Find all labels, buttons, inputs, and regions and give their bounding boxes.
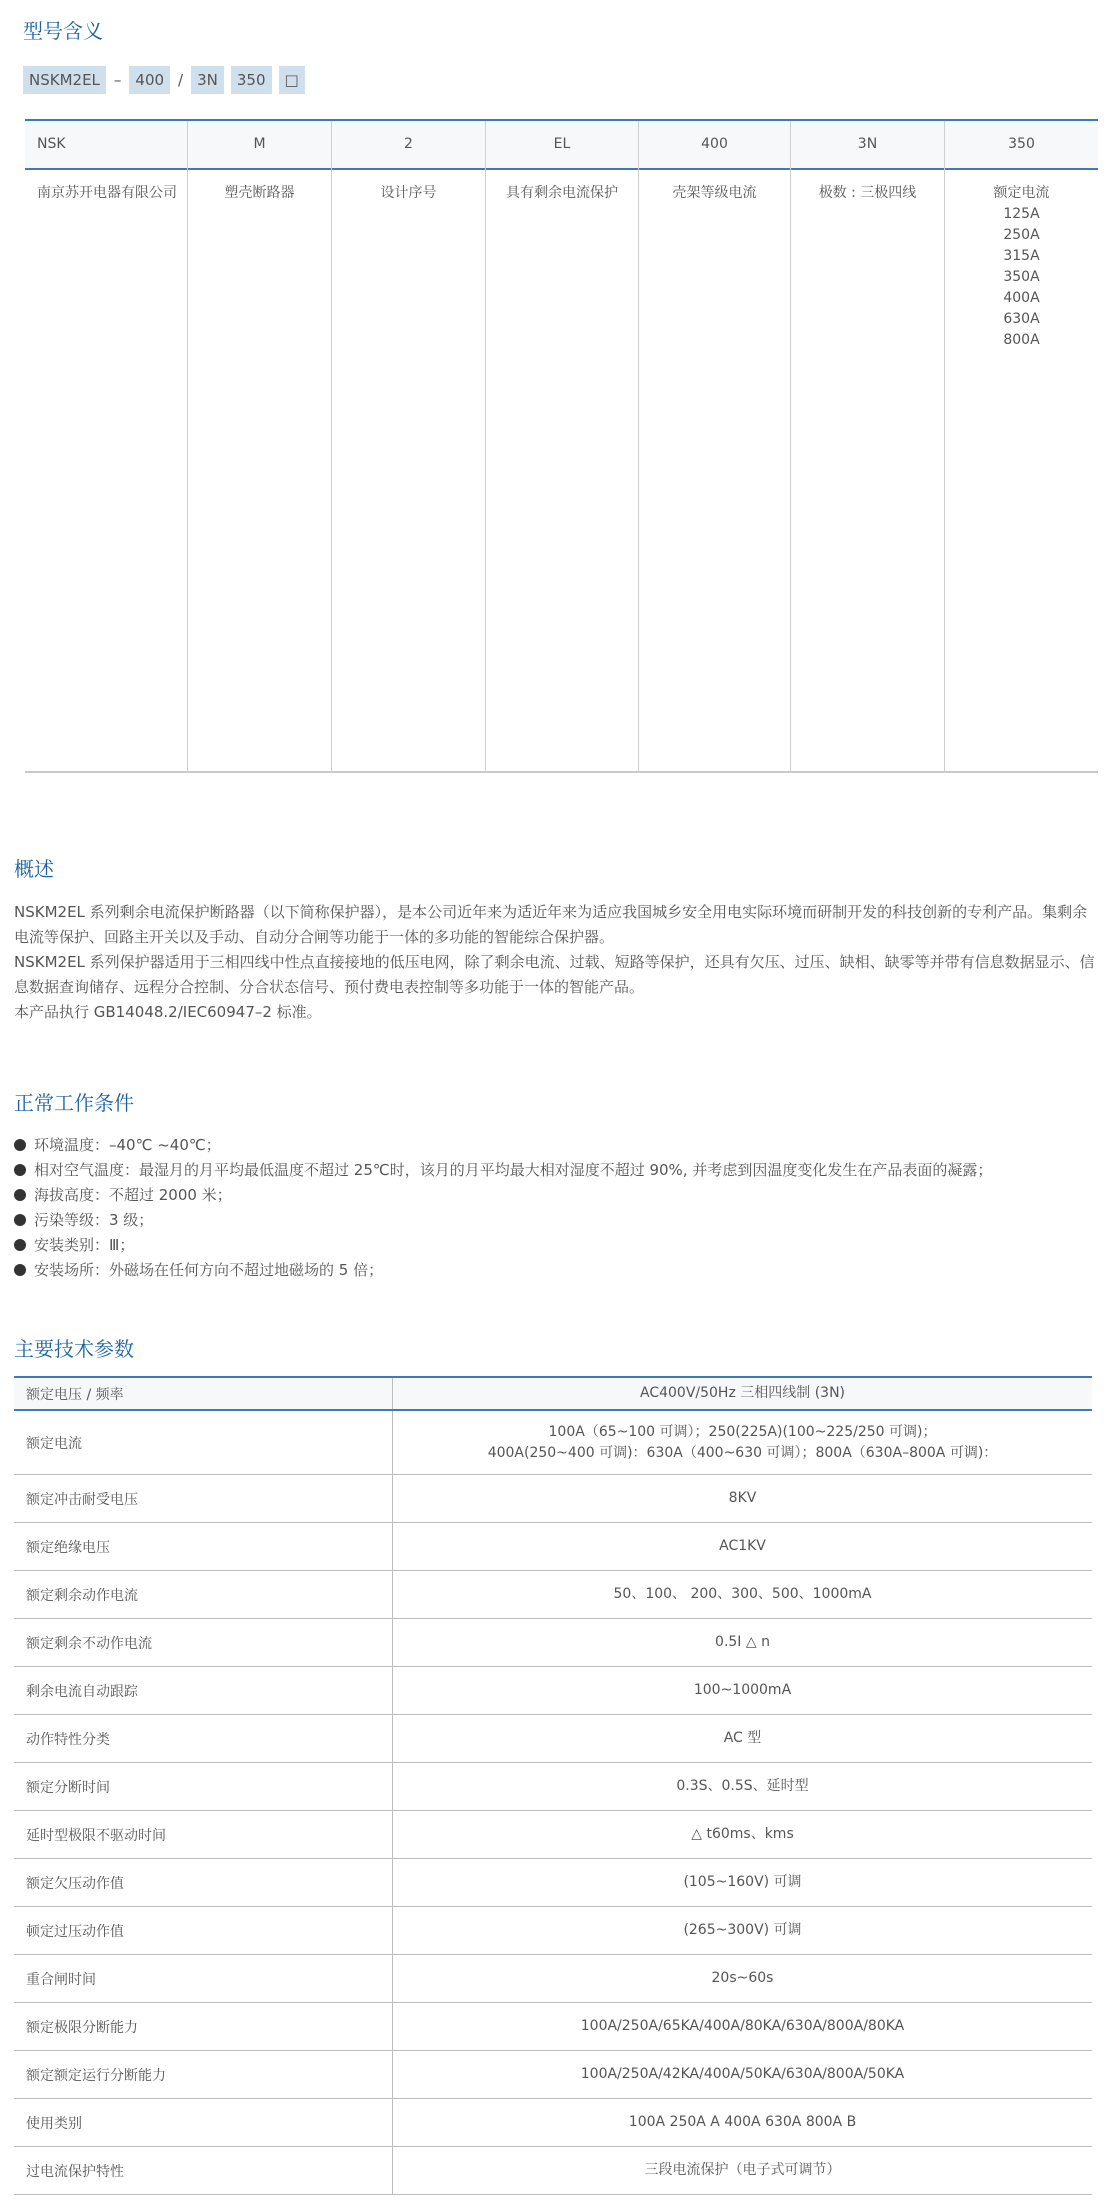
model-table-column	[486, 121, 639, 771]
overview-paragraph: NSKM2EL 系列剩余电流保护断路器（以下简称保护器），是本公司近年来为适近年来为适应我国城乡安全用电实际环境而研制开发的科技创新的专利产品。集剩余电流等保护、回路主开关以及手动、自动分合闸等功能于一体的多功能的智能综合保护器。	[14, 903, 1088, 946]
param-name: 额定冲击耐受电压	[14, 1475, 393, 1523]
model-table-cell-line: 设计序号	[380, 185, 437, 201]
params-row	[14, 1715, 1092, 1763]
model-table-cell-line: 壳架等级电流	[672, 185, 757, 201]
condition-text: 环境温度：–40℃ ~40℃；	[34, 1136, 221, 1154]
conditions-list	[14, 1133, 992, 1283]
model-table-body-cell	[332, 183, 485, 204]
param-value-line: 100A/250A/65KA/400A/80KA/630A/800A/80KA	[580, 2018, 905, 2034]
param-value-line: △ t60ms、kms	[691, 1826, 794, 1842]
param-name: 额定剩余不动作电流	[14, 1619, 393, 1667]
model-table-cell-line: 315A	[1003, 248, 1040, 264]
params-row	[14, 1955, 1092, 2003]
model-table	[25, 119, 1098, 773]
model-code-tag: 350	[231, 66, 272, 94]
param-value-line: AC400V/50Hz 三相四线制 (3N)	[639, 1385, 846, 1401]
param-value-line: AC1KV	[719, 1538, 766, 1554]
bullet-icon	[14, 1239, 26, 1251]
model-table-header-cell: 3N	[857, 136, 878, 152]
overview-paragraph: NSKM2EL 系列保护器适用于三相四线中性点直接接地的低压电网，除了剩余电流、过载、短路等保护，还具有欠压、过压、缺相、缺零等并带有信息数据显示、信息数据查询储存、远程分合控制、分合状态信号、预付费电表控制等多功能于一体的智能产品。	[14, 953, 1095, 996]
section-title-overview: 概述	[14, 857, 54, 881]
param-name: 过电流保护特性	[14, 2147, 393, 2195]
model-table-body-cell	[639, 183, 790, 204]
model-code-separator: –	[113, 71, 122, 89]
model-table-body-cell	[486, 183, 638, 204]
model-table-body-cell	[25, 183, 187, 204]
model-table-cell-line: 额定电流	[993, 185, 1050, 201]
condition-item	[14, 1208, 992, 1233]
param-value	[393, 1410, 1093, 1475]
params-row	[14, 1667, 1092, 1715]
condition-item	[14, 1233, 992, 1258]
param-value	[393, 2051, 1093, 2099]
param-name: 额定剩余动作电流	[14, 1571, 393, 1619]
model-code-tag: 3N	[191, 66, 224, 94]
model-table-header-cell: M	[253, 136, 266, 152]
condition-item	[14, 1133, 992, 1158]
model-table-column	[639, 121, 791, 771]
overview-paragraph: 本产品执行 GB14048.2/IEC60947–2 标准。	[14, 1003, 322, 1021]
params-row	[14, 1410, 1092, 1475]
params-row	[14, 2099, 1092, 2147]
param-name: 额定极限分断能力	[14, 2003, 393, 2051]
param-value	[393, 1811, 1093, 1859]
section-title-model: 型号含义	[23, 19, 103, 43]
model-table-column	[25, 121, 188, 771]
param-value-line: AC 型	[723, 1730, 762, 1746]
bullet-icon	[14, 1139, 26, 1151]
param-value-line: 400A(250~400 可调)：630A（400~630 可调）；800A（630A–800A 可调)：	[487, 1444, 998, 1461]
params-row	[14, 1619, 1092, 1667]
section-title-params: 主要技术参数	[14, 1337, 134, 1361]
bullet-icon	[14, 1189, 26, 1201]
param-value-line: (265~300V) 可调	[683, 1922, 802, 1938]
params-row	[14, 1811, 1092, 1859]
model-table-cell-line: 塑壳断路器	[224, 185, 295, 201]
model-table-cell-line: 125A	[1003, 206, 1040, 222]
model-table-header-cell: 350	[1008, 136, 1035, 152]
model-table-column	[791, 121, 945, 771]
param-name: 顿定过压动作值	[14, 1907, 393, 1955]
param-name: 额定绝缘电压	[14, 1523, 393, 1571]
model-table-column	[945, 121, 1098, 771]
param-name: 额定电压 / 频率	[14, 1377, 393, 1410]
param-name: 动作特性分类	[14, 1715, 393, 1763]
bullet-icon	[14, 1164, 26, 1176]
param-value	[393, 1377, 1093, 1410]
params-row	[14, 1475, 1092, 1523]
bullet-icon	[14, 1264, 26, 1276]
params-row	[14, 2147, 1092, 2195]
param-value-line: 20s~60s	[711, 1970, 774, 1986]
param-name: 额定电流	[14, 1410, 393, 1475]
params-row	[14, 2003, 1092, 2051]
params-row	[14, 1763, 1092, 1811]
model-table-cell-line: 800A	[1003, 332, 1040, 348]
model-code-line	[23, 66, 305, 94]
param-value	[393, 1523, 1093, 1571]
model-table-cell-line: 400A	[1003, 290, 1040, 306]
params-row	[14, 1523, 1092, 1571]
params-row	[14, 2051, 1092, 2099]
param-name: 延时型极限不驱动时间	[14, 1811, 393, 1859]
params-header-row	[14, 1377, 1092, 1410]
model-table-body-cell	[945, 183, 1098, 351]
params-row	[14, 1859, 1092, 1907]
model-table-cell-line: 350A	[1003, 269, 1040, 285]
model-code-tag: 400	[129, 66, 170, 94]
model-table-header-cell: 2	[404, 136, 413, 152]
bullet-icon	[14, 1214, 26, 1226]
params-row	[14, 1571, 1092, 1619]
model-table-cell-line: 南京苏开电器有限公司	[37, 185, 177, 201]
condition-text: 安装类别：Ⅲ；	[34, 1236, 135, 1254]
param-value	[393, 1619, 1093, 1667]
param-value-line: 50、100、 200、300、500、1000mA	[613, 1586, 872, 1602]
param-name: 额定欠压动作值	[14, 1859, 393, 1907]
model-table-cell-line: 250A	[1003, 227, 1040, 243]
param-value	[393, 2099, 1093, 2147]
model-table-header-cell: 400	[701, 136, 728, 152]
param-value-line: 8KV	[728, 1490, 757, 1506]
param-value-line: 100A 250A A 400A 630A 800A B	[628, 2114, 857, 2130]
condition-item	[14, 1158, 992, 1183]
param-name: 使用类别	[14, 2099, 393, 2147]
param-name: 额定分断时间	[14, 1763, 393, 1811]
param-value-line: 100~1000mA	[693, 1682, 792, 1698]
param-value-line: 0.5I △ n	[715, 1634, 770, 1650]
param-name: 剩余电流自动跟踪	[14, 1667, 393, 1715]
model-table-column	[332, 121, 486, 771]
param-value	[393, 1955, 1093, 2003]
condition-text: 安装场所：外磁场在任何方向不超过地磁场的 5 倍；	[34, 1261, 384, 1279]
param-value	[393, 1859, 1093, 1907]
model-code-separator: /	[178, 71, 184, 89]
param-value	[393, 1907, 1093, 1955]
model-table-cell-line: 极数 : 三极四线	[818, 185, 917, 201]
condition-item	[14, 1258, 992, 1283]
model-table-header-cell: EL	[553, 136, 571, 152]
param-value-line: 0.3S、0.5S、延时型	[676, 1778, 809, 1794]
param-value	[393, 1475, 1093, 1523]
param-value	[393, 1763, 1093, 1811]
model-table-cell-line: 具有剩余电流保护	[506, 185, 618, 201]
params-row	[14, 1907, 1092, 1955]
model-table-body-cell	[188, 183, 331, 204]
param-value	[393, 2147, 1093, 2195]
params-table	[14, 1376, 1092, 2195]
model-table-body-cell	[791, 183, 944, 204]
param-name: 额定额定运行分断能力	[14, 2051, 393, 2099]
model-code-tag: NSKM2EL	[23, 66, 106, 94]
condition-text: 污染等级：3 级；	[34, 1211, 154, 1229]
condition-item	[14, 1183, 992, 1208]
section-title-conditions: 正常工作条件	[14, 1091, 134, 1115]
param-value	[393, 1571, 1093, 1619]
model-table-column	[188, 121, 332, 771]
param-value	[393, 1715, 1093, 1763]
param-value-line: (105~160V) 可调	[683, 1874, 802, 1890]
param-value	[393, 2003, 1093, 2051]
model-table-cell-line: 630A	[1003, 311, 1040, 327]
condition-text: 相对空气温度：最湿月的月平均最低温度不超过 25℃时，该月的月平均最大相对湿度不超过 90%, 并考虑到因温度变化发生在产品表面的凝露；	[34, 1161, 993, 1179]
param-value-line: 100A（65~100 可调）；250(225A)(100~225/250 可调)；	[548, 1423, 937, 1440]
model-code-tag: □	[279, 66, 305, 94]
param-value-line: 三段电流保护（电子式可调节）	[644, 2162, 841, 2178]
model-table-header-cell: NSK	[37, 136, 66, 152]
overview-text	[14, 900, 1099, 1025]
param-value-line: 100A/250A/42KA/400A/50KA/630A/800A/50KA	[580, 2066, 905, 2082]
param-value	[393, 1667, 1093, 1715]
param-name: 重合闸时间	[14, 1955, 393, 2003]
condition-text: 海拔高度：不超过 2000 米；	[34, 1186, 232, 1204]
